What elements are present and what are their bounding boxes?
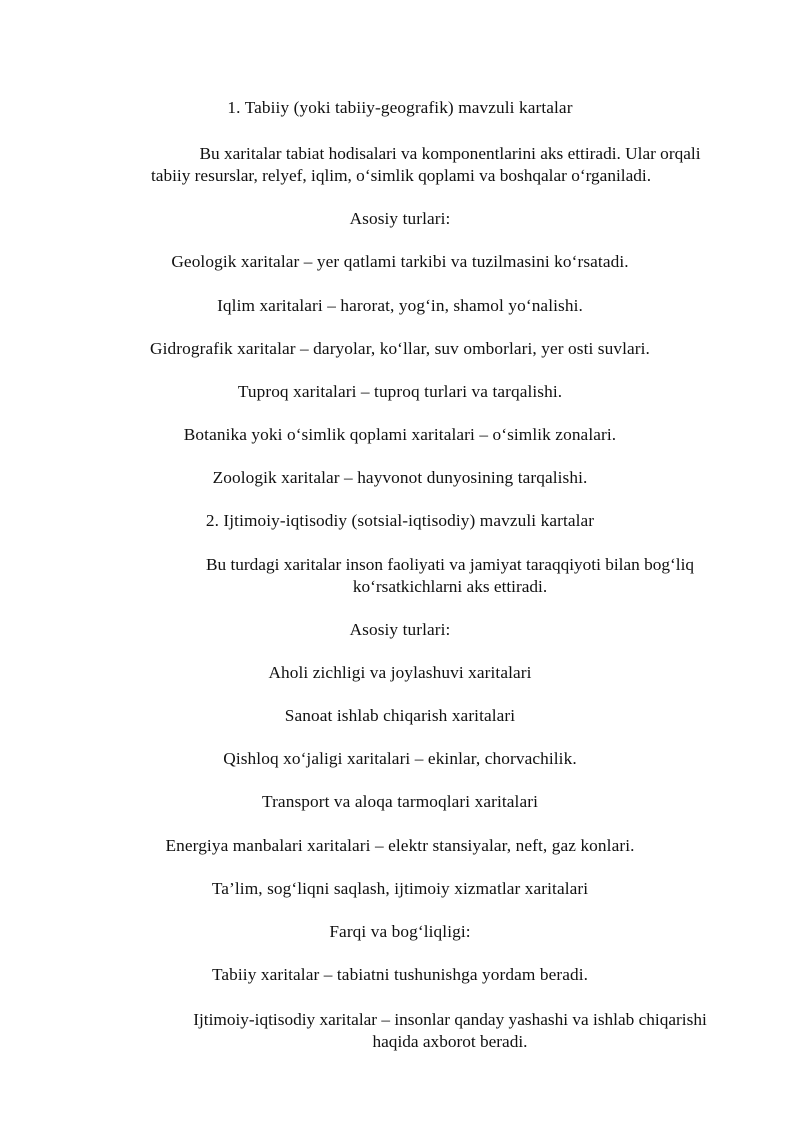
- section1-intro-line2: tabiiy resurslar, relyef, iqlim, o‘simlik qoplami va boshqalar o‘rganiladi.: [151, 166, 652, 185]
- section2-types-label: Asosiy turlari:: [349, 620, 451, 639]
- section2-type-item: Sanoat ishlab chiqarish xaritalari: [284, 706, 516, 725]
- comparison-line-socioeconomic-a: Ijtimoiy-iqtisodiy xaritalar – insonlar qanday yashashi va ishlab chiqarishi: [193, 1010, 707, 1029]
- section1-intro-line1: Bu xaritalar tabiat hodisalari va komponentlarini aks ettiradi. Ular orqali: [199, 144, 701, 163]
- section1-type-item: Geologik xaritalar – yer qatlami tarkibi va tuzilmasini ko‘rsatadi.: [171, 252, 629, 271]
- section2-type-item: Energiya manbalari xaritalari – elektr stansiyalar, neft, gaz konlari.: [165, 836, 635, 855]
- section1-type-item: Gidrografik xaritalar – daryolar, ko‘llar, suv omborlari, yer osti suvlari.: [150, 339, 650, 358]
- comparison-label: Farqi va bog‘liqligi:: [329, 922, 471, 941]
- section1-type-item: Tuproq xaritalari – tuproq turlari va tarqalishi.: [237, 382, 563, 401]
- section1-type-item: Zoologik xaritalar – hayvonot dunyosining tarqalishi.: [212, 468, 588, 487]
- comparison-socioeconomic: [150, 1009, 750, 1053]
- comparison-line-natural: Tabiiy xaritalar – tabiatni tushunishga yordam beradi.: [211, 965, 589, 984]
- section1-types-label: Asosiy turlari:: [349, 209, 451, 228]
- section1-type-item: Botanika yoki o‘simlik qoplami xaritalari – o‘simlik zonalari.: [183, 425, 617, 444]
- section1-intro: [152, 143, 748, 187]
- section1-type-item: Iqlim xaritalari – harorat, yog‘in, shamol yo‘nalishi.: [217, 296, 583, 315]
- section2-intro: [160, 554, 740, 598]
- section2-intro-line1: Bu turdagi xaritalar inson faoliyati va jamiyat taraqqiyoti bilan bog‘liq: [205, 555, 695, 574]
- section2-heading: 2. Ijtimoiy-iqtisodiy (sotsial-iqtisodiy) mavzuli kartalar: [205, 511, 595, 530]
- comparison-line-socioeconomic-b: haqida axborot beradi.: [372, 1032, 528, 1051]
- section2-type-item: Aholi zichligi va joylashuvi xaritalari: [268, 663, 532, 682]
- section2-type-item: Qishloq xo‘jaligi xaritalari – ekinlar, chorvachilik.: [223, 749, 577, 768]
- section2-type-item: Ta’lim, sog‘liqni saqlash, ijtimoiy xizmatlar xaritalari: [211, 879, 589, 898]
- section2-type-item: Transport va aloqa tarmoqlari xaritalari: [262, 792, 538, 811]
- section2-intro-line2: ko‘rsatkichlarni aks ettiradi.: [352, 577, 548, 596]
- section1-heading: 1. Tabiiy (yoki tabiiy-geografik) mavzuli kartalar: [227, 98, 573, 117]
